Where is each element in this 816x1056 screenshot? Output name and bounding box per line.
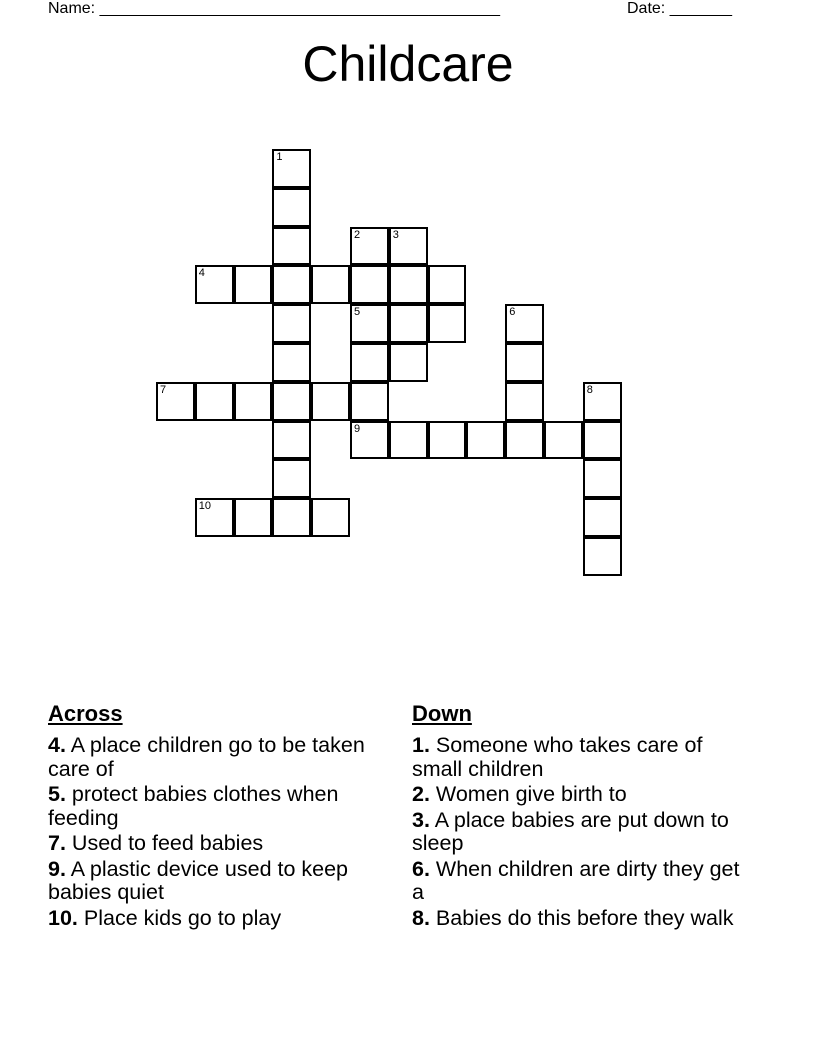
clue-number: 10.	[48, 905, 78, 930]
crossword-cell[interactable]	[311, 265, 350, 304]
clue-number: 1.	[412, 733, 430, 757]
cell-number: 10	[198, 500, 212, 513]
crossword-cell[interactable]	[195, 265, 234, 304]
crossword-cell[interactable]	[389, 343, 428, 382]
across-clues	[48, 700, 368, 932]
clue-text: A place children go to be taken care of	[48, 733, 365, 781]
clue-number: 6.	[412, 856, 430, 881]
clue-across-4	[48, 734, 368, 781]
clue-text: Women give birth to	[435, 782, 627, 806]
crossword-cell[interactable]	[311, 498, 350, 537]
cell-number: 7	[160, 383, 167, 396]
crossword-cell[interactable]	[583, 498, 622, 537]
across-heading: Across	[48, 701, 123, 726]
crossword-cell[interactable]	[389, 227, 428, 266]
clue-across-9	[48, 858, 368, 905]
crossword-cell[interactable]	[583, 459, 622, 498]
crossword-cell[interactable]	[234, 498, 273, 537]
clue-text: Someone who takes care of small children	[412, 733, 703, 781]
crossword-cell[interactable]	[428, 421, 467, 460]
clue-text: Used to feed babies	[71, 831, 264, 855]
down-heading: Down	[412, 701, 472, 726]
crossword-cell[interactable]	[505, 382, 544, 421]
cell-number: 8	[586, 383, 593, 396]
crossword-cell[interactable]	[272, 459, 311, 498]
crossword-cell[interactable]	[272, 421, 311, 460]
crossword-cell[interactable]	[428, 265, 467, 304]
crossword-cell[interactable]	[583, 421, 622, 460]
crossword-cell[interactable]	[350, 382, 389, 421]
clue-text: protect babies clothes when feeding	[48, 782, 339, 830]
crossword-cell[interactable]	[466, 421, 505, 460]
clue-down-8	[412, 907, 752, 931]
clue-number: 8.	[412, 905, 430, 930]
crossword-cell[interactable]	[350, 343, 389, 382]
clue-text: When children are dirty they get a	[412, 856, 740, 904]
clue-number: 9.	[48, 856, 66, 881]
cell-number: 9	[354, 422, 361, 435]
cell-number: 6	[509, 306, 516, 319]
clue-down-1	[412, 734, 752, 781]
crossword-cell[interactable]	[311, 382, 350, 421]
crossword-cell[interactable]	[350, 265, 389, 304]
crossword-cell[interactable]	[350, 421, 389, 460]
crossword-cell[interactable]	[272, 343, 311, 382]
crossword-cell[interactable]	[389, 304, 428, 343]
crossword-cell[interactable]	[195, 498, 234, 537]
crossword-cell[interactable]	[234, 265, 273, 304]
clue-across-7	[48, 832, 368, 856]
crossword-cell[interactable]	[389, 265, 428, 304]
clue-down-3	[412, 809, 752, 856]
clue-number: 5.	[48, 782, 66, 806]
crossword-cell[interactable]	[389, 421, 428, 460]
clue-text: A plastic device used to keep babies quiet	[48, 856, 349, 904]
crossword-cell[interactable]	[544, 421, 583, 460]
crossword-cell[interactable]	[272, 149, 311, 188]
clue-down-6	[412, 858, 752, 905]
clue-text: A place babies are put down to sleep	[412, 807, 729, 855]
clue-across-5	[48, 783, 368, 830]
cell-number: 5	[354, 306, 361, 319]
cell-number: 1	[276, 151, 283, 163]
crossword-cell[interactable]	[505, 421, 544, 460]
clue-number: 7.	[48, 831, 66, 855]
clue-text: Babies do this before they walk	[435, 905, 734, 930]
crossword-cell[interactable]	[583, 537, 622, 576]
crossword-cell[interactable]	[350, 227, 389, 266]
clue-number: 4.	[48, 733, 66, 757]
cell-number: 3	[392, 228, 399, 241]
down-clues	[412, 700, 752, 932]
crossword-cell[interactable]	[234, 382, 273, 421]
crossword-cell[interactable]	[350, 304, 389, 343]
crossword-cell[interactable]	[583, 382, 622, 421]
crossword-cell[interactable]	[272, 265, 311, 304]
clue-text: Place kids go to play	[83, 905, 282, 930]
page-title: Childcare	[302, 36, 514, 92]
crossword-cell[interactable]	[272, 498, 311, 537]
crossword-cell[interactable]	[156, 382, 195, 421]
crossword-cell[interactable]	[428, 304, 467, 343]
name-field[interactable]: Name: _____________________________________________	[48, 0, 500, 17]
crossword-cell[interactable]	[505, 304, 544, 343]
date-field[interactable]: Date: _______	[627, 0, 732, 17]
clue-number: 2.	[412, 782, 430, 806]
crossword-cell[interactable]	[195, 382, 234, 421]
clue-number: 3.	[412, 807, 430, 832]
clue-down-2	[412, 783, 752, 807]
crossword-cell[interactable]	[505, 343, 544, 382]
cell-number: 4	[198, 267, 205, 280]
cell-number: 2	[354, 228, 361, 241]
crossword-cell[interactable]	[272, 188, 311, 227]
clue-across-10	[48, 907, 368, 931]
crossword-cell[interactable]	[272, 304, 311, 343]
crossword-cell[interactable]	[272, 382, 311, 421]
crossword-cell[interactable]	[272, 227, 311, 266]
